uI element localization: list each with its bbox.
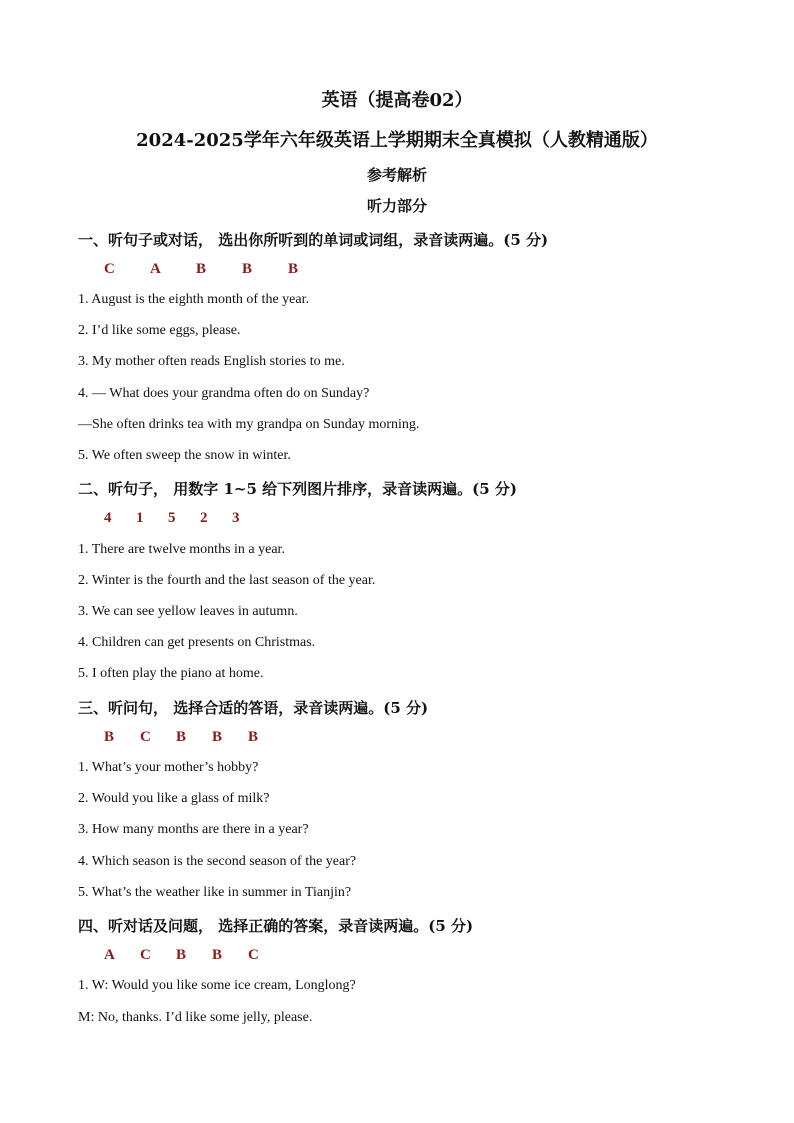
text-line: 1. There are twelve months in a year. xyxy=(78,542,285,557)
answer: B xyxy=(176,729,187,745)
text-line: 1. August is the eighth month of the year. xyxy=(78,292,309,307)
text-line: 4. Children can get presents on Christmas. xyxy=(78,635,316,650)
answer: B xyxy=(104,729,115,745)
text-line: 3. We can see yellow leaves in autumn. xyxy=(78,604,298,619)
text-line: 4. — What does your grandma often do on Sunday? xyxy=(78,386,370,401)
text-line: —She often drinks tea with my grandpa on Sunday morning. xyxy=(78,417,420,432)
answer: C xyxy=(248,947,259,963)
answer: C xyxy=(140,947,151,963)
section-4-answers xyxy=(104,947,284,964)
text-line: 5. I often play the piano at home. xyxy=(78,666,264,681)
section-2-answers xyxy=(104,510,264,527)
text-line: 4. Which season is the second season of the year? xyxy=(78,854,357,869)
answer: 3 xyxy=(232,510,240,526)
part-title: 听力部分 xyxy=(366,197,427,215)
doc-label: 参考解析 xyxy=(366,166,427,184)
section-1-answers xyxy=(104,261,334,278)
section-3-answers xyxy=(104,729,284,746)
answer: B xyxy=(212,729,223,745)
text-line: 2. Winter is the fourth and the last season of the year. xyxy=(78,573,376,588)
answer: B xyxy=(242,261,253,277)
answer: 1 xyxy=(136,510,144,526)
text-line: 3. How many months are there in a year? xyxy=(78,822,309,837)
answer: C xyxy=(140,729,151,745)
answer: 2 xyxy=(200,510,208,526)
answer: B xyxy=(196,261,207,277)
text-line: 1. W: Would you like some ice cream, Longlong? xyxy=(78,978,356,993)
answer: 4 xyxy=(104,510,112,526)
text-line: 5. We often sweep the snow in winter. xyxy=(78,448,291,463)
text-line: M: No, thanks. I’d like some jelly, please. xyxy=(78,1010,313,1025)
answer: B xyxy=(212,947,223,963)
text-line: 5. What’s the weather like in summer in Tianjin? xyxy=(78,885,352,900)
answer: B xyxy=(176,947,187,963)
section-3-heading: 三、听问句， 选择合适的答语，录音读两遍。(5 分) xyxy=(78,699,429,717)
doc-title: 英语（提高卷02） xyxy=(321,90,473,111)
doc-subtitle: 2024-2025学年六年级英语上学期期末全真模拟（人教精通版） xyxy=(136,130,658,151)
answer: A xyxy=(104,947,115,963)
text-line: 1. What’s your mother’s hobby? xyxy=(78,760,259,775)
answer: B xyxy=(288,261,299,277)
answer: C xyxy=(104,261,115,277)
text-line: 3. My mother often reads English stories to me. xyxy=(78,354,345,369)
section-2-heading: 二、听句子， 用数字 1~5 给下列图片排序，录音读两遍。(5 分) xyxy=(78,480,517,498)
answer: B xyxy=(248,729,259,745)
text-line: 2. Would you like a glass of milk? xyxy=(78,791,270,806)
text-line: 2. I’d like some eggs, please. xyxy=(78,323,241,338)
section-4-heading: 四、听对话及问题， 选择正确的答案，录音读两遍。(5 分) xyxy=(78,917,474,935)
answer: 5 xyxy=(168,510,176,526)
answer: A xyxy=(150,261,161,277)
section-1-heading: 一、听句子或对话， 选出你所听到的单词或词组，录音读两遍。(5 分) xyxy=(78,231,549,249)
